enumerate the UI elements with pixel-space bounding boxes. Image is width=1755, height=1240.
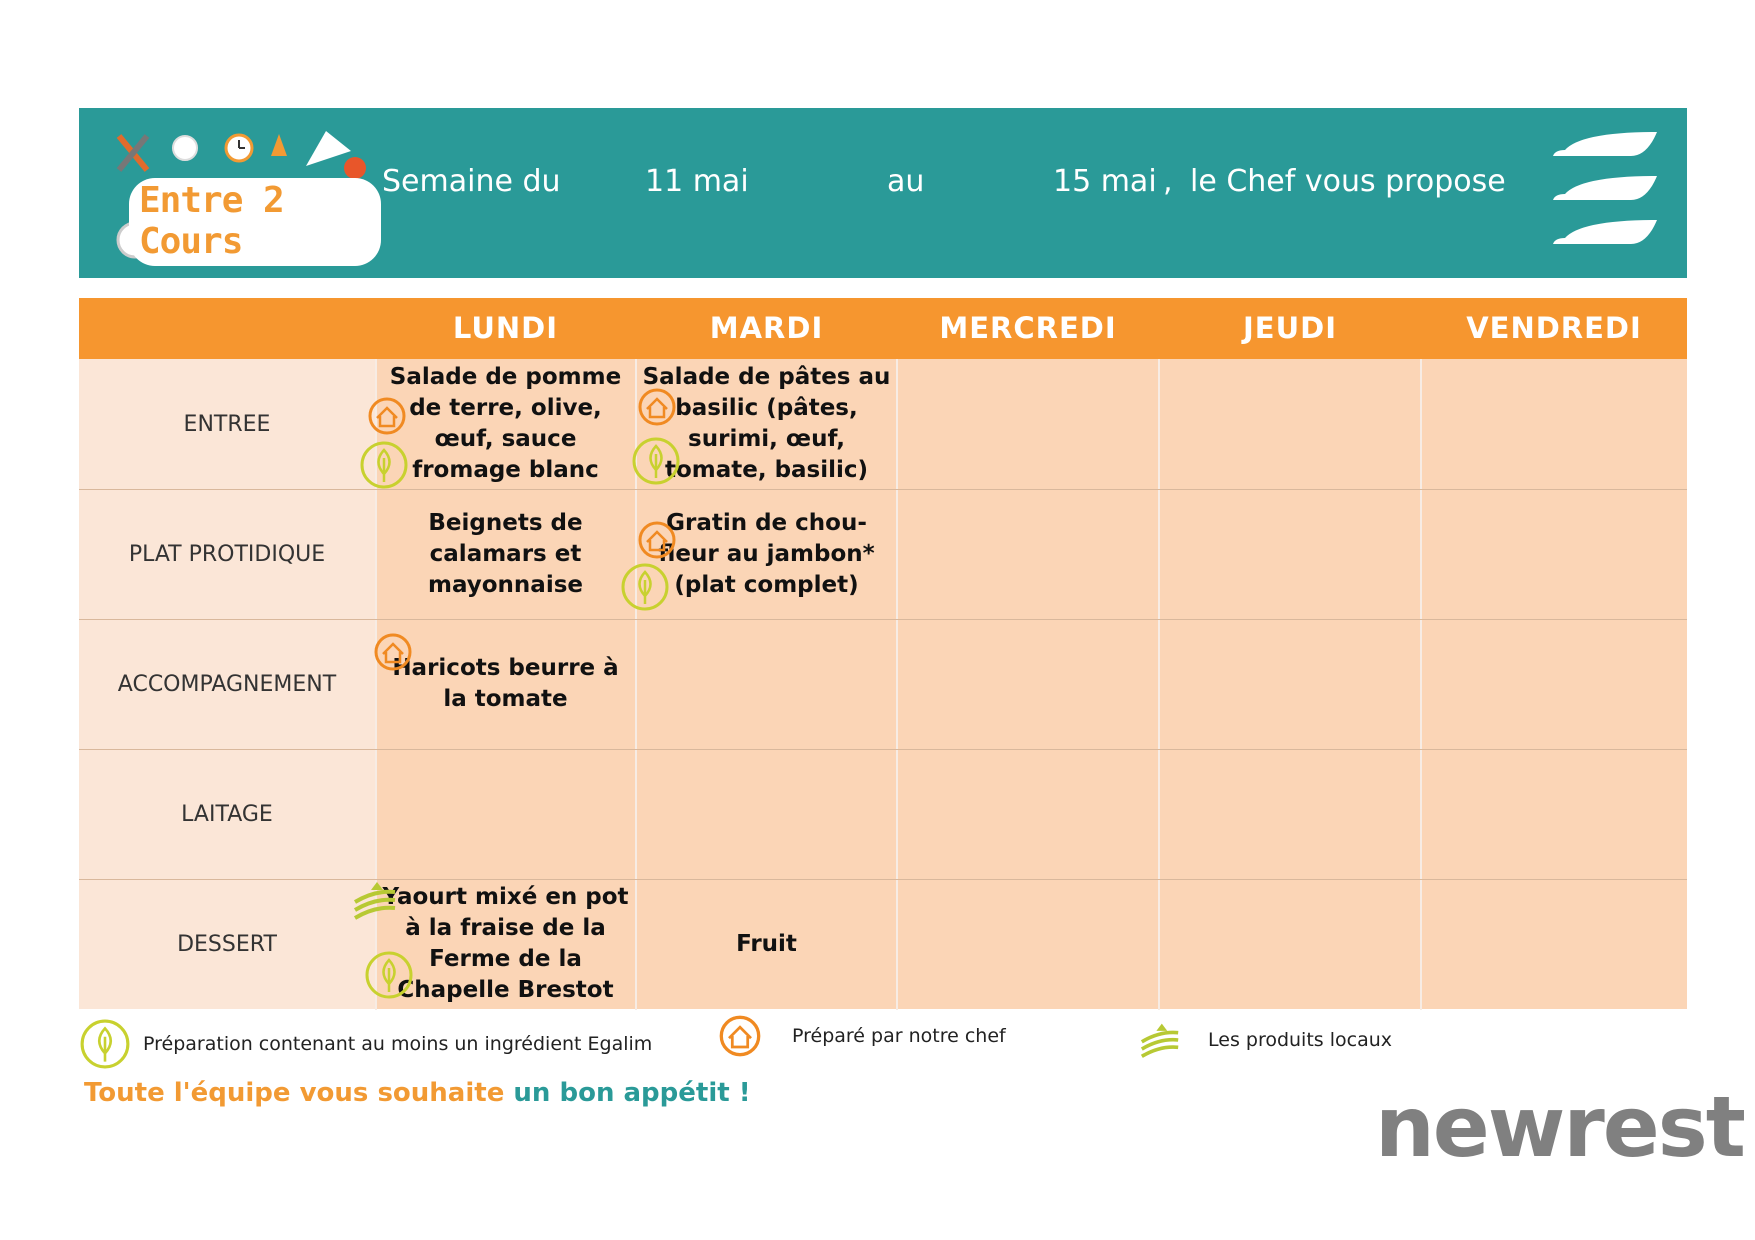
legend-local-text: Les produits locaux [1208,1029,1393,1051]
egalim-leaf-icon [79,1018,131,1070]
message-part-1: Toute l'équipe vous souhaite [84,1078,505,1108]
column-divider [1158,359,1160,1010]
chef-made-icon [718,1014,762,1058]
dish-text: Fruit [736,930,797,957]
menu-cell-vendredi [1421,359,1687,489]
week-end-date: 15 mai [1053,164,1157,199]
egalim-leaf-icon [364,950,414,1000]
menu-cell-mardi [636,879,897,1009]
stripes-decoration-icon [1551,130,1657,254]
column-divider [1420,359,1422,1010]
menu-cell-mercredi [897,359,1159,489]
row-divider [79,749,1687,750]
entre-2-cours-logo [111,126,381,266]
row-label: DESSERT [79,879,375,1009]
row-divider [79,489,1687,490]
day-header-mercredi: MERCREDI [939,311,1117,345]
menu-row-dessert [79,879,1687,1009]
menu-cell-lundi [375,879,636,1009]
dish-text: Gratin de chou-fleur au jambon* (plat complet) [658,509,875,598]
dish-text: Salade de pâtes au basilic (pâtes, surimi, œuf, tomate, basilic) [642,364,891,483]
menu-cell-mardi [636,619,897,749]
week-label: Semaine du [382,164,561,199]
menu-cell-mercredi [897,879,1159,1009]
menu-cell-jeudi [1159,619,1421,749]
row-label: ACCOMPAGNEMENT [79,619,375,749]
row-divider [79,879,1687,880]
legend-egalim [79,1018,652,1070]
menu-row-accompagnement [79,619,1687,749]
dish-text: Yaourt mixé en pot à la fraise de la Ferme de la Chapelle Brestot [382,884,629,1003]
days-header [79,298,1687,359]
chef-made-icon [637,387,677,427]
week-separator: , [1163,164,1173,199]
menu-row-laitage [79,749,1687,879]
local-produce-icon [351,878,399,922]
menu-cell-vendredi [1421,619,1687,749]
legend-chef-text: Préparé par notre chef [792,1025,1006,1047]
day-header-mardi: MARDI [709,311,824,345]
menu-row-entree [79,359,1687,489]
menu-cell-jeudi [1159,749,1421,879]
egalim-leaf-icon [631,436,681,486]
menu-cell-jeudi [1159,359,1421,489]
week-start-date: 11 mai [645,164,749,199]
menu-cell-vendredi [1421,749,1687,879]
day-header-jeudi: JEUDI [1242,311,1337,345]
column-divider [896,359,898,1010]
header-banner [79,108,1687,278]
menu-cell-vendredi [1421,879,1687,1009]
menu-cell-lundi [375,489,636,619]
menu-cell-mercredi [897,489,1159,619]
menu-cell-lundi [375,359,636,489]
logo-wordmark: Entre 2 Cours [129,178,381,266]
local-produce-icon [1138,1020,1182,1060]
day-header-lundi: LUNDI [452,311,559,345]
chef-made-icon [367,396,407,436]
menu-cell-vendredi [1421,489,1687,619]
week-connector: au [887,164,925,199]
menu-cell-lundi [375,619,636,749]
chef-made-icon [637,520,677,560]
legend-egalim-text: Préparation contenant au moins un ingrédient Egalim [143,1033,653,1055]
legend-local [1138,1020,1392,1060]
egalim-leaf-icon [620,562,670,612]
row-label: ENTREE [79,359,375,489]
menu-cell-mercredi [897,749,1159,879]
week-tagline: le Chef vous propose [1190,164,1506,199]
dish-text: Haricots beurre à la tomate [392,655,619,712]
row-divider [79,619,1687,620]
legend-chef [718,1014,1006,1058]
dish-text: Beignets de calamars et mayonnaise [427,509,583,598]
menu-cell-jeudi [1159,489,1421,619]
logo-byline: by newrest [296,232,365,268]
day-header-vendredi: VENDREDI [1466,311,1642,345]
bon-appetit-message [84,1078,751,1108]
menu-cell-mardi [636,749,897,879]
message-part-2: un bon appétit ! [513,1078,751,1108]
menu-cell-jeudi [1159,879,1421,1009]
row-label: PLAT PROTIDIQUE [79,489,375,619]
egalim-leaf-icon [359,440,409,490]
dish-text: Salade de pomme de terre, olive, œuf, sauce fromage blanc [389,364,622,483]
menu-cell-lundi [375,749,636,879]
row-label: LAITAGE [79,749,375,879]
menu-cell-mercredi [897,619,1159,749]
chef-made-icon [373,632,413,672]
newrest-logo: newrest [1375,1078,1744,1176]
menu-row-plat [79,489,1687,619]
